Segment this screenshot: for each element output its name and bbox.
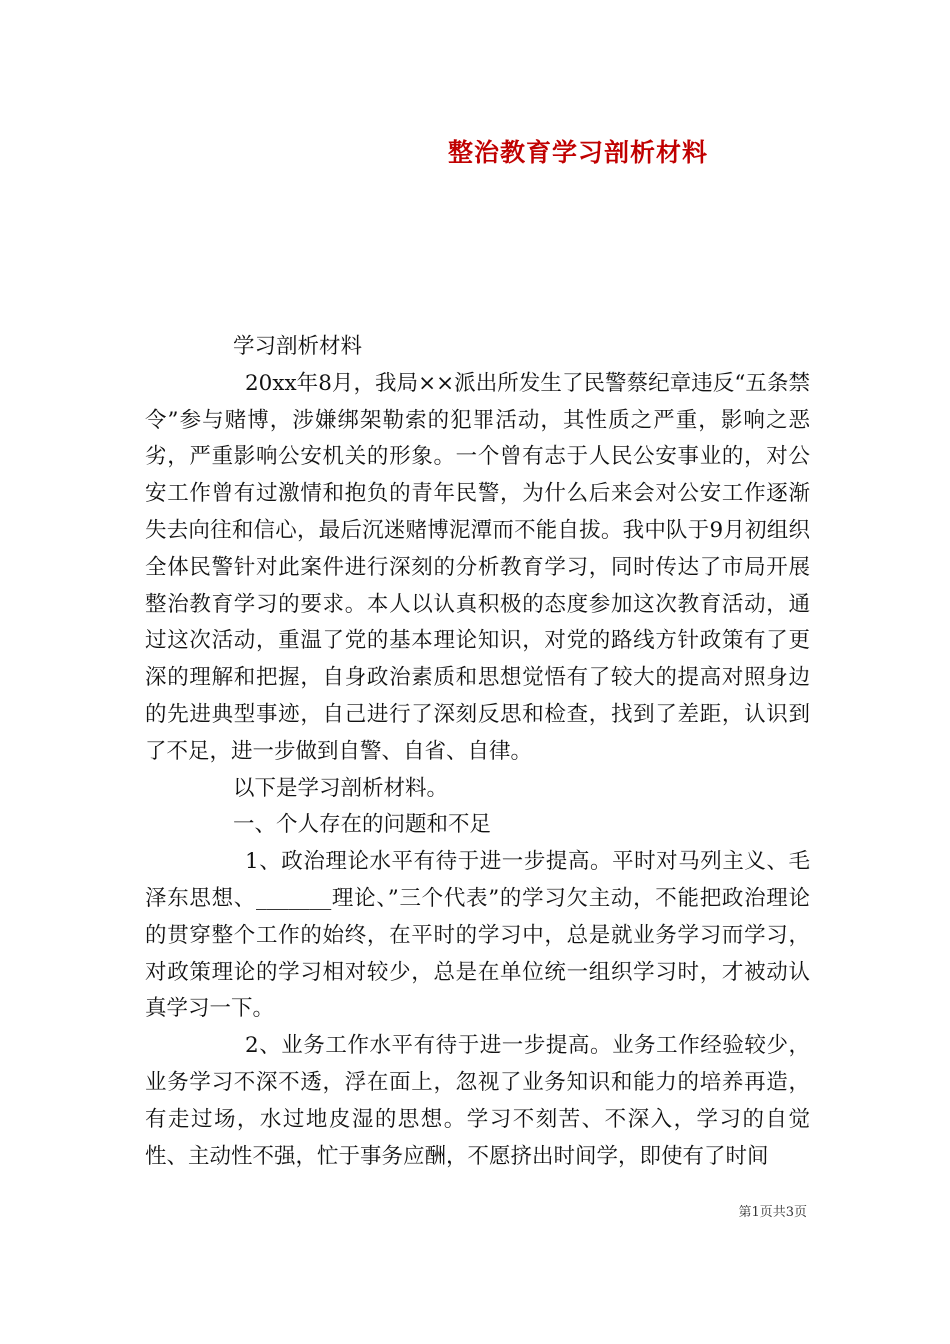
document-title: 整治教育学习剖析材料 xyxy=(448,138,709,167)
point-1-paragraph: 1、政治理论水平有待于进一步提高。平时对马列主义、毛泽东思想、_______理论、”三个代表”的学习欠主动，不能把政治理论的贯穿整个工作的始终，在平时的学习中，总是就业务学习而学习，对政策理论的学习相对较少，总是在单位统一组织学习时，才被动认真学习一下。 xyxy=(145,849,810,1022)
intro-paragraph: 20xx年8月，我局××派出所发生了民警蔡纪章违反“五条禁令”参与赌博，涉嫌绑架勒索的犯罪活动，其性质之严重，影响之恶劣，严重影响公安机关的形象。一个曾有志于人民公安事业的，对公安工作曾有过激情和抱负的青年民警，为什么后来会对公安工作逐渐失去向往和信心，最后沉迷赌博泥潭而不能自拔。我中队于9月初组织全体民警针对此案件进行深刻的分析教育学习，同时传达了市局开展整治教育学习的要求。本人以认真积极的态度参加这次教育活动，通过这次活动，重温了党的基本理论知识，对党的路线方针政策有了更深的理解和把握，自身政治素质和思想觉悟有了较大的提高对照身边的先进典型事迹，自己进行了深刻反思和检查，找到了差距，认识到了不足，进一步做到自警、自省、自律。 xyxy=(145,370,810,764)
document-body xyxy=(145,329,810,1175)
subsection-heading: 一、个人存在的问题和不足 xyxy=(233,812,492,838)
transition-paragraph: 以下是学习剖析材料。 xyxy=(233,775,449,801)
page-number-footer: 第1页共3页 xyxy=(738,1205,807,1220)
point-2-paragraph: 2、业务工作水平有待于进一步提高。业务工作经验较少，业务学习不深不透，浮在面上，忽视了业务知识和能力的培养再造，有走过场，水过地皮湿的思想。学习不刻苦、不深入，学习的自觉性、主动性不强，忙于事务应酬，不愿挤出时间学，即使有了时间 xyxy=(145,1033,810,1169)
section-heading: 学习剖析材料 xyxy=(233,334,363,359)
